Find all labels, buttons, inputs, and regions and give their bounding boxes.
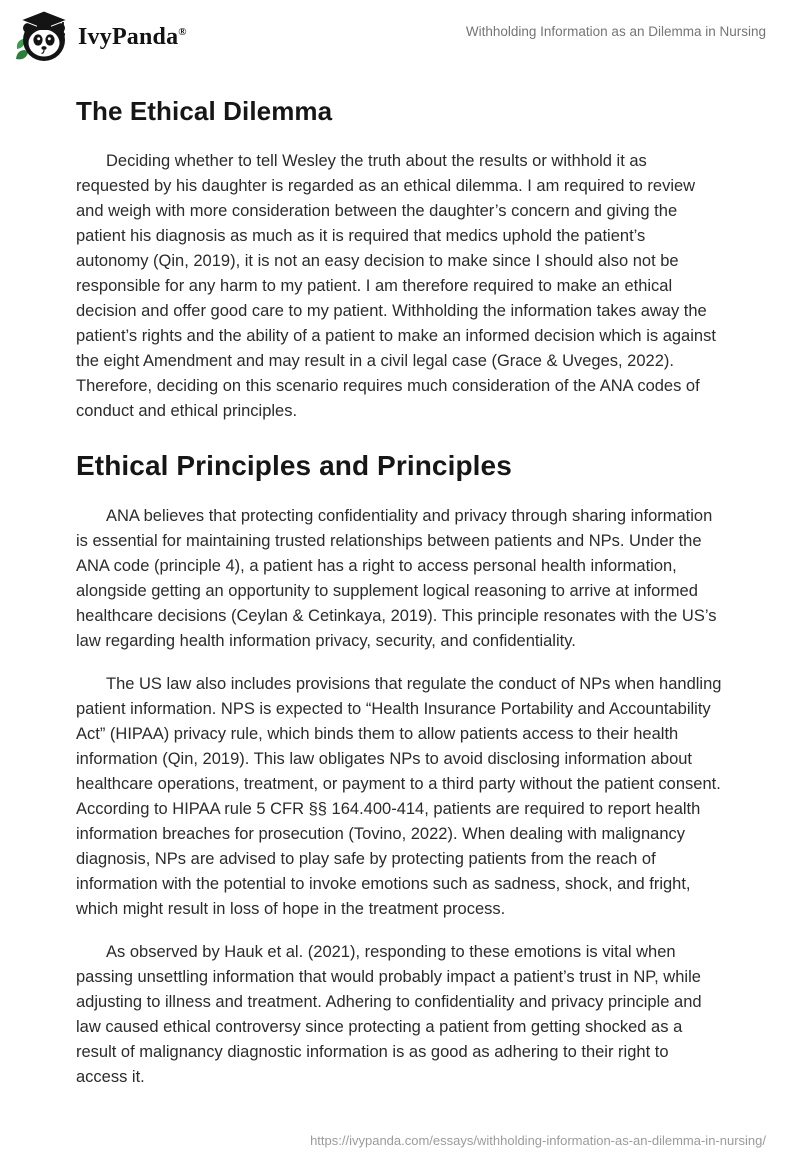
page-header bbox=[0, 0, 800, 70]
paragraph-ethical-principles-2: The US law also includes provisions that regulate the conduct of NPs when handling patient information. NPS is expected to “Health Insurance Portability and Accountability Act” (HIPAA) privacy rule, which binds them to allow patients access to their health information (Qin, 2019). This law obligates NPs to avoid disclosing information about healthcare operations, treatment, or payment to a third party without the patient consent. According to HIPAA rule 5 CFR §§ 164.400-414, patients are required to report health information breaches for prosecution (Tovino, 2022). When dealing with malignancy diagnosis, NPs are advised to play safe by protecting patients from the reach of information with the potential to invoke emotions such as sadness, shock, and fright, which might result in loss of hope in the treatment process. bbox=[76, 675, 722, 918]
essay-content bbox=[0, 70, 800, 1090]
paragraph-ethical-principles-1: ANA believes that protecting confidentiality and privacy through sharing information is essential for maintaining trusted relationships between patients and NPs. Under the ANA code (principle 4), a patient has a right to access personal health information, alongside getting an opportunity to supplement logical reasoning to arrive at informed healthcare decisions (Ceylan & Cetinkaya, 2019). This principle resonates with the US’s law regarding health information privacy, security, and confidentiality. bbox=[76, 507, 717, 650]
section-heading-ethical-principles: Ethical Principles and Principles bbox=[76, 450, 512, 481]
registered-mark: ® bbox=[178, 25, 187, 38]
ivypanda-panda-logo-icon bbox=[16, 10, 68, 64]
section-heading-the-ethical-dilemma: The Ethical Dilemma bbox=[76, 96, 333, 126]
source-url: https://ivypanda.com/essays/withholding-information-as-an-dilemma-in-nursing/ bbox=[310, 1133, 766, 1148]
document-title: Withholding Information as an Dilemma in Nursing bbox=[465, 24, 766, 39]
page-footer bbox=[310, 1133, 766, 1148]
brand-name bbox=[78, 24, 187, 51]
brand-text: IvyPanda bbox=[78, 23, 179, 50]
paragraph-ethical-principles-3: As observed by Hauk et al. (2021), responding to these emotions is vital when passing unsettling information that would probably impact a patient’s trust in NP, while adjusting to illness and treatment. Adhering to confidentiality and privacy principle and law caused ethical controversy since protecting a patient from getting shocked as a result of malignancy diagnostic information is as good as adhering to their right to access it. bbox=[76, 943, 702, 1086]
brand-logo[interactable] bbox=[16, 10, 187, 64]
paragraph-ethical-dilemma-1: Deciding whether to tell Wesley the truth about the results or withhold it as requested by his daughter is regarded as an ethical dilemma. I am required to review and weigh with more consideration between the daughter’s concern and giving the patient his diagnosis as much as it is required that medics uphold the patient’s autonomy (Qin, 2019), it is not an easy decision to make since I should also not be responsible for any harm to my patient. I am therefore required to make an ethical decision and offer good care to my patient. Withholding the information takes away the patient’s rights and the ability of a patient to make an informed decision which is against the eight Amendment and may result in a civil legal case (Grace & Uveges, 2022). Therefore, deciding on this scenario requires much consideration of the ANA codes of conduct and ethical principles. bbox=[76, 152, 716, 420]
